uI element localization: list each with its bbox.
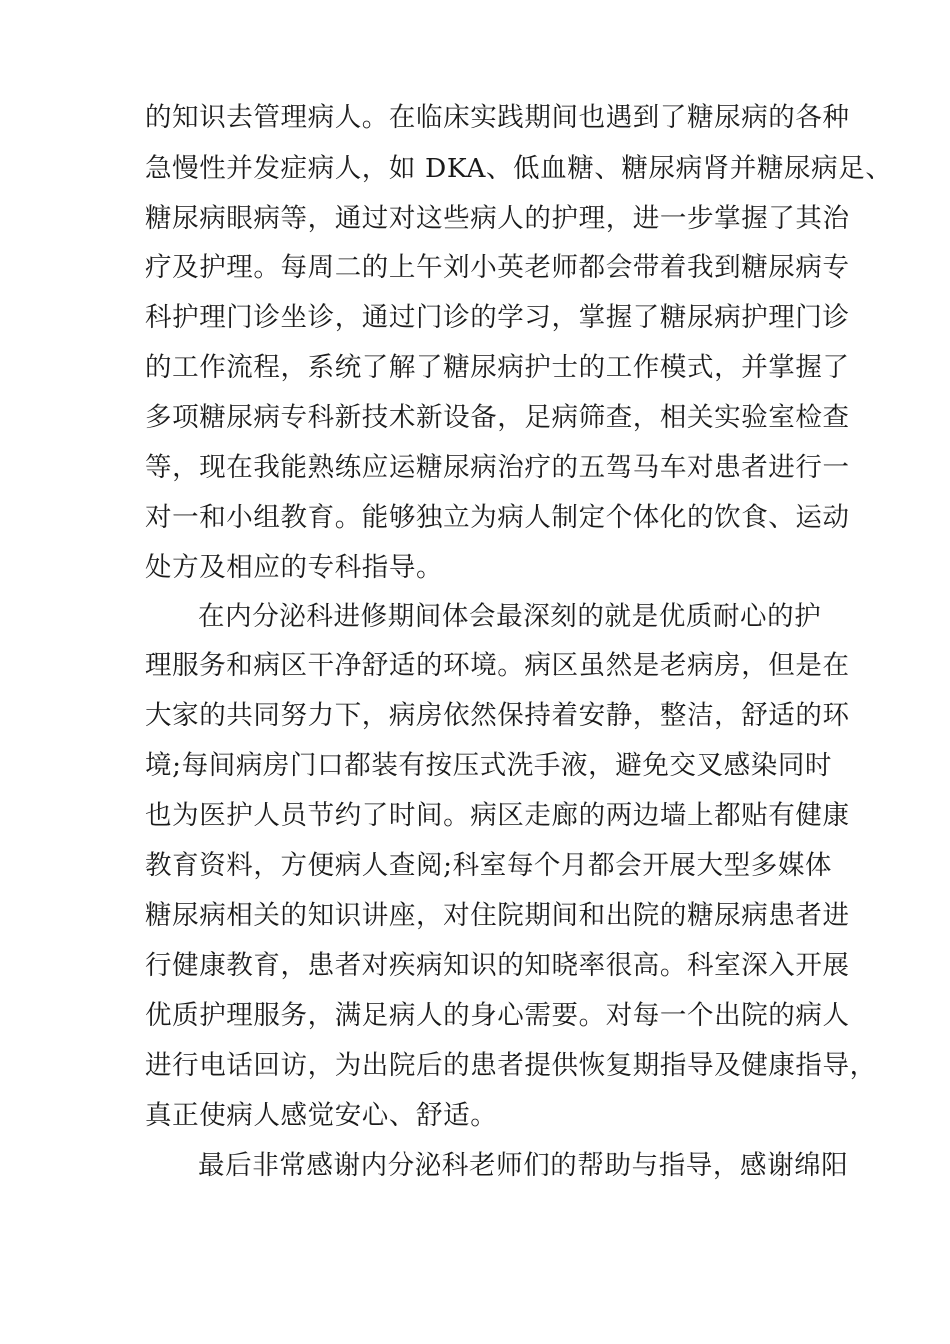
paragraph-first-line: 最后非常感谢内分泌科老师们的帮助与指导，感谢绵阳	[198, 1150, 849, 1181]
text-line: 的工作流程，系统了解了糖尿病护士的工作模式，并掌握了	[145, 352, 850, 383]
text-line: 糖尿病眼病等，通过对这些病人的护理，进一步掌握了其治	[145, 203, 850, 234]
paragraph-first-line: 在内分泌科进修期间体会最深刻的就是优质耐心的护	[198, 601, 822, 632]
text-line: 进行电话回访，为出院后的患者提供恢复期指导及健康指导，	[145, 1050, 877, 1081]
text-line: 理服务和病区干净舒适的环境。病区虽然是老病房，但是在	[145, 650, 850, 681]
text-line: 行健康教育，患者对疾病知识的知晓率很高。科室深入开展	[145, 950, 850, 981]
text-line: 境;每间病房门口都装有按压式洗手液，避免交叉感染同时	[145, 750, 833, 781]
text-line: 疗及护理。每周二的上午刘小英老师都会带着我到糖尿病专	[145, 252, 850, 283]
text-line: 急慢性并发症病人，如 DKA、低血糖、糖尿病肾并糖尿病足、	[145, 153, 893, 184]
text-line: 多项糖尿病专科新技术新设备，足病筛查，相关实验室检查	[145, 402, 850, 433]
text-line: 教育资料，方便病人查阅;科室每个月都会开展大型多媒体	[145, 850, 833, 881]
text-line: 真正使病人感觉安心、舒适。	[145, 1100, 498, 1131]
text-line: 科护理门诊坐诊，通过门诊的学习，掌握了糖尿病护理门诊	[145, 302, 850, 333]
text-line: 对一和小组教育。能够独立为病人制定个体化的饮食、运动	[145, 502, 850, 533]
text-line: 优质护理服务，满足病人的身心需要。对每一个出院的病人	[145, 1000, 850, 1031]
text-line: 糖尿病相关的知识讲座，对住院期间和出院的糖尿病患者进	[145, 900, 850, 931]
text-line: 处方及相应的专科指导。	[145, 552, 444, 583]
text-line: 大家的共同努力下，病房依然保持着安静，整洁，舒适的环	[145, 700, 850, 731]
text-line: 等，现在我能熟练应运糖尿病治疗的五驾马车对患者进行一	[145, 452, 850, 483]
text-line: 的知识去管理病人。在临床实践期间也遇到了糖尿病的各种	[145, 102, 850, 133]
text-line: 也为医护人员节约了时间。病区走廊的两边墙上都贴有健康	[145, 800, 850, 831]
